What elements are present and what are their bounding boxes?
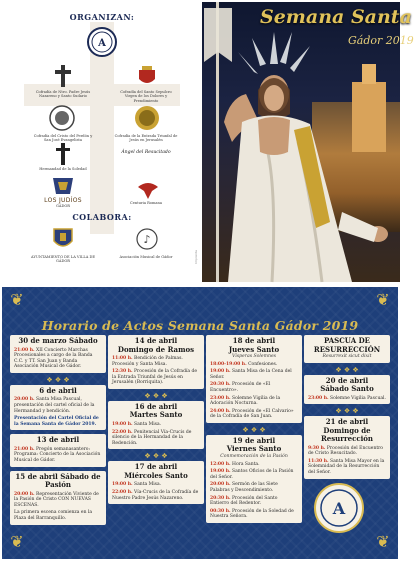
day-card — [206, 435, 302, 523]
event-time: 22:00 h. — [112, 429, 133, 435]
day-heading: 6 de abril — [39, 385, 77, 395]
day-heading: 21 de abril — [325, 417, 369, 427]
colabora-heading: COLABORA: — [72, 212, 132, 222]
event-time: 19:00 h. — [210, 369, 231, 375]
event-time: 23:00 h. — [308, 395, 329, 401]
parish-seal-icon — [314, 483, 364, 533]
day-heading: PASCUA DE RESURRECCIÓN — [313, 336, 381, 354]
org-caption-2: Cofradía del Santo Sepulcro Virgen de los Dolores y Prendimiento — [120, 90, 172, 103]
colabora-caption-1: AYUNTAMIENTO DE LA VILLA DE GÁDOR — [31, 255, 95, 264]
music-association-icon — [135, 226, 159, 252]
event-item — [112, 490, 200, 501]
schedule-title: Horario de Actos Semana Santa Gádor 2019 — [41, 318, 359, 333]
event-item — [308, 446, 386, 457]
parish-seal-icon — [86, 26, 118, 58]
corner-ornament-icon: ❦ — [10, 532, 24, 551]
day-card — [108, 461, 204, 504]
day-card — [10, 385, 106, 430]
event-text: Santa Misa. — [134, 421, 162, 427]
day-heading: 14 de abril — [134, 336, 178, 345]
gold-medal-icon — [133, 104, 161, 132]
event-time: 21:00 h. — [14, 347, 35, 353]
day-heading: 13 de abril — [36, 435, 80, 445]
day-heading: 20 de abril — [325, 375, 369, 385]
org-caption-8: Centuria Romana — [130, 201, 162, 205]
event-time: 00:30 h. — [210, 508, 231, 514]
event-text: Santa Misa de la Cena del Señor. — [210, 369, 292, 380]
event-text: XII Concierto Marchas Procesionales a cargo de la Banda C.C. y TT. San Juan y Banda Asociación Musical de Gádor. — [14, 347, 93, 370]
poster-subtitle: Gádor 2019 — [348, 34, 414, 47]
event-text: Vía-Crucis de la Cofradía de Nuestro Padre Jesús Nazareno. — [112, 489, 199, 501]
divider-ornament-icon: ❖ ❖ ❖ — [46, 375, 70, 384]
event-item — [308, 459, 386, 476]
roman-eagle-icon — [136, 178, 160, 200]
event-text: Representación Viviente de la Pasión de Cristo CON NUEVAS ESCENAS. — [14, 491, 99, 508]
svg-text:A: A — [332, 499, 346, 518]
event-time: 19:00 h. — [210, 469, 231, 475]
event-time: 12:30 h. — [112, 369, 133, 375]
day-subheading: Sábado Santo — [320, 384, 374, 394]
event-time: 9:30 h. — [308, 445, 326, 451]
day-heading: 15 de abril Sábado de Pasión — [15, 471, 101, 490]
schedule-column-3 — [206, 335, 302, 527]
event-text: Santa Misa. — [134, 482, 162, 488]
event-text: Presentación del Cartel Oficial de la Semana Santa de Gádor 2019. — [14, 416, 99, 427]
org-caption-1: Cofradía de Ntro. Padre Jesús Nazareno y Santo Sudario — [35, 90, 91, 99]
event-text: La primera escena comienza en la Plaza del Barranquillo. — [14, 510, 93, 521]
print-side-note: Imprenta — [194, 250, 198, 264]
crowned-shield-icon — [136, 64, 158, 88]
los-judios-sub: GÁDOR — [56, 204, 70, 208]
day-card — [206, 335, 302, 423]
event-text: Santa Misa Pascual, presentación del cartel oficial de la Hermandad y bendición. — [14, 397, 95, 414]
divider-ornament-icon: ❖ ❖ ❖ — [144, 391, 168, 400]
event-item — [210, 362, 298, 368]
day-subheading: Jueves Santo — [228, 344, 280, 354]
event-text: Santa Misa Mayor en la Solemnidad de la Resurrección del Señor. — [308, 458, 385, 476]
divider-ornament-icon: ❖ ❖ ❖ — [335, 407, 359, 416]
day-card — [10, 335, 106, 373]
day-heading: 30 de marzo Sábado — [18, 336, 98, 345]
day-subheading: Domingo de Ramos — [117, 344, 195, 354]
day-card — [304, 416, 390, 478]
corner-ornament-icon: ❦ — [10, 290, 24, 309]
round-seal-icon — [48, 104, 76, 132]
municipal-shield-icon — [52, 226, 74, 252]
event-item — [14, 510, 102, 521]
day-note: Resurrexit sicut dixit — [322, 354, 372, 359]
angel-resucitado-logo: Ángel del Resucitado — [121, 150, 171, 155]
event-item — [14, 397, 102, 414]
event-item — [210, 396, 298, 407]
day-heading: 19 de abril — [232, 435, 276, 445]
event-text: Procesión de «El Encuentro». — [210, 382, 271, 393]
event-text: Solemne Vigilia Pascual. — [330, 395, 386, 401]
event-item — [210, 382, 298, 393]
day-heading: 16 de abril — [134, 401, 178, 411]
event-text: Procesión de «El Calvario» de la Cofradía de San Juan. — [210, 408, 294, 420]
event-item — [210, 482, 298, 493]
org-caption-5: Hermandad de la Soledad — [39, 167, 87, 171]
schedule-panel — [2, 287, 398, 559]
event-time: 22:00 h. — [112, 489, 133, 495]
event-item — [112, 422, 200, 428]
event-text: Penitencial Vía-Crucis de silencio de la Hermandad de la Redención. — [112, 429, 192, 446]
schedule-column-1 — [10, 335, 106, 529]
event-text: Solemne Vigilia de la Adoración Nocturna. — [210, 395, 281, 407]
schedule-column-2 — [108, 335, 204, 508]
event-text: Procesión del Santo Entierro del Redentor. — [210, 495, 278, 507]
event-item — [14, 416, 102, 427]
day-card — [304, 375, 390, 405]
event-item — [210, 409, 298, 420]
day-card — [108, 335, 204, 389]
event-item — [112, 430, 200, 447]
event-time: 20:00 h. — [14, 491, 35, 497]
corner-ornament-icon: ❦ — [376, 290, 390, 309]
event-time: 12:00 h. — [210, 461, 231, 467]
event-time: 20:00 h. — [210, 482, 231, 488]
event-item — [210, 369, 298, 380]
day-card — [10, 434, 106, 466]
event-time: 20:30 h. — [210, 495, 231, 501]
event-item — [210, 509, 298, 520]
day-note: Conmemoración de la Pasión — [220, 453, 288, 459]
svg-text:♪: ♪ — [143, 233, 151, 246]
schedule-column-4 — [304, 335, 390, 483]
event-time: 11:30 h. — [308, 458, 329, 464]
divider-ornament-icon: ❖ ❖ ❖ — [144, 452, 168, 461]
organizan-heading: ORGANIZAN: — [69, 12, 135, 22]
event-text: Confesiones. — [248, 361, 278, 367]
day-card — [108, 401, 204, 449]
organizers-panel — [8, 4, 196, 280]
event-item — [210, 469, 298, 480]
event-time: 19:00 h. — [112, 482, 133, 488]
day-heading: 17 de abril — [134, 462, 178, 472]
event-item — [112, 356, 200, 367]
day-note: Vísperas Solemnes — [231, 354, 277, 359]
event-item — [308, 396, 386, 402]
day-subheading: Martes Santo — [129, 410, 183, 420]
event-time: 19:00 h. — [112, 421, 133, 427]
event-item — [210, 496, 298, 507]
svg-text:A: A — [98, 38, 106, 49]
colabora-caption-2: Asociación Musical de Gádor — [119, 255, 173, 259]
event-text: Bendición de Palmas. Procesión y Santa Misa. — [112, 356, 183, 367]
latin-cross-icon — [52, 142, 74, 166]
org-caption-4: Cofradía de la Entrada Triunfal de Jesús en Jerusalén — [114, 134, 178, 143]
event-text: Pregón semanasantero: Programa: Concierto de la Asociación Musical de Gádor. — [14, 446, 101, 464]
event-time: 20:30 h. — [210, 382, 231, 388]
day-subheading: Domingo de Resurrección — [320, 425, 374, 444]
day-card — [10, 471, 106, 525]
corner-ornament-icon: ❦ — [376, 532, 390, 551]
day-subheading: Viernes Santo — [226, 444, 282, 454]
event-text: Procesión del Encuentro de Cristo Resucitado. — [308, 445, 384, 457]
event-text: Sermón de las Siete Palabras y Descendimiento. — [210, 482, 278, 493]
cross-emblem-icon — [52, 64, 74, 88]
event-text: Procesión de la Soledad de Nuestra Señora. — [210, 508, 294, 520]
event-time: 20:00 h. — [14, 397, 35, 403]
divider-ornament-icon: ❖ ❖ ❖ — [335, 365, 359, 374]
event-time: 21:00 h. — [14, 446, 35, 452]
judios-crest-icon — [50, 176, 76, 196]
day-card — [304, 335, 390, 363]
event-item — [112, 482, 200, 488]
event-time: 11:00 h. — [112, 356, 133, 361]
event-time: 24:00 h. — [210, 408, 231, 414]
cover-photo-panel — [202, 2, 414, 282]
org-caption-3: Cofradía del Cristo del Perdón y San José Evangelista — [33, 134, 93, 143]
event-time: 23:00 h. — [210, 395, 231, 401]
event-time: 18:00-19:00 h. — [210, 361, 247, 367]
event-item — [112, 369, 200, 386]
event-text: Procesión de la Cofradía de la Entrada Triunfal de Jesús en Jerusalén (Borriquita). — [112, 369, 198, 386]
event-text: Santos Oficios de la Pasión del Señor. — [210, 469, 294, 480]
event-item — [14, 447, 102, 464]
event-text: Hora Santa. — [232, 461, 260, 467]
los-judios-label: LOS JUDÍOS — [44, 197, 82, 204]
day-heading: 18 de abril — [232, 336, 276, 345]
poster-title: Semana Santa — [260, 6, 412, 28]
event-item — [14, 348, 102, 370]
day-subheading: Miércoles Santo — [124, 470, 188, 480]
event-item — [210, 462, 298, 468]
event-item — [14, 492, 102, 509]
divider-ornament-icon: ❖ ❖ ❖ — [242, 425, 266, 434]
